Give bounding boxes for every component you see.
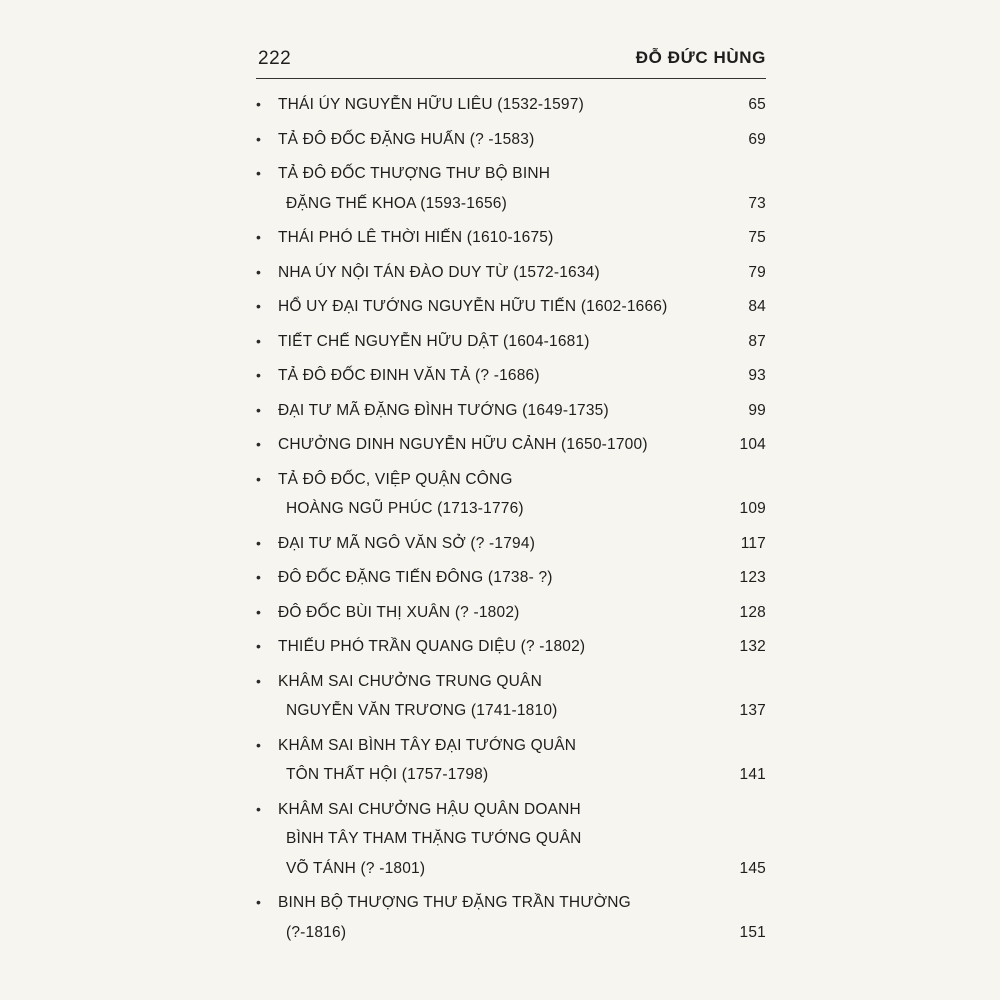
toc-entry bbox=[256, 632, 766, 662]
toc-entry-title-line: VÕ TÁNH (? -1801) bbox=[286, 859, 426, 877]
toc-entry-title-line: HỔ UY ĐẠI TƯỚNG NGUYỄN HỮU TIẾN (1602-1666) bbox=[278, 298, 668, 315]
toc-entry bbox=[256, 667, 766, 726]
toc-entry-page-number: 73 bbox=[748, 194, 766, 212]
bullet-icon: • bbox=[256, 436, 262, 452]
bullet-icon: • bbox=[256, 401, 262, 418]
toc-entry bbox=[256, 731, 766, 790]
bullet-icon: • bbox=[256, 367, 262, 383]
bullet-icon: • bbox=[256, 603, 262, 620]
bullet-icon: • bbox=[256, 470, 262, 487]
toc-entry-title-line: NGUYỄN VĂN TRƯƠNG (1741-1810) bbox=[286, 702, 558, 719]
bullet-icon: • bbox=[256, 894, 262, 910]
toc-entry-title-line: ĐẠI TƯ MÃ NGÔ VĂN SỞ (? -1794) bbox=[278, 534, 536, 552]
toc-entry-title-line: THIẾU PHÓ TRẦN QUANG DIỆU (? -1802) bbox=[278, 638, 586, 655]
toc-entry bbox=[256, 125, 766, 155]
toc-entry-page-number: 87 bbox=[748, 332, 766, 350]
toc-entry-title-line: TIẾT CHẾ NGUYỄN HỮU DẬT (1604-1681) bbox=[278, 332, 590, 350]
bullet-icon: • bbox=[256, 569, 262, 585]
toc-entry bbox=[256, 159, 766, 218]
toc-entry-page-number: 109 bbox=[739, 500, 766, 517]
bullet-icon: • bbox=[256, 229, 262, 245]
toc-entry bbox=[256, 90, 766, 120]
toc-entry-title-line: HOÀNG NGŨ PHÚC (1713-1776) bbox=[286, 500, 524, 517]
toc-entry-title-line: THÁI PHÓ LÊ THỜI HIẾN (1610-1675) bbox=[278, 229, 554, 246]
toc-entry-title-line: TẢ ĐÔ ĐỐC ĐINH VĂN TẢ (? -1686) bbox=[278, 367, 540, 384]
toc-entry bbox=[256, 430, 766, 460]
toc-entry bbox=[256, 258, 766, 288]
bullet-icon: • bbox=[256, 638, 262, 654]
bullet-icon: • bbox=[256, 332, 262, 349]
toc-entry bbox=[256, 223, 766, 253]
toc-entry-title-line: BINH BỘ THƯỢNG THƯ ĐẶNG TRẦN THƯỜNG bbox=[278, 894, 631, 911]
bullet-icon: • bbox=[256, 298, 262, 314]
toc-entry bbox=[256, 361, 766, 391]
header-divider bbox=[256, 78, 766, 79]
toc-entry-page-number: 145 bbox=[739, 859, 766, 877]
bullet-icon: • bbox=[256, 165, 262, 181]
toc-entry bbox=[256, 465, 766, 524]
toc-entry bbox=[256, 795, 766, 884]
toc-entry-title-line: ĐẠI TƯ MÃ ĐẶNG ĐÌNH TƯỚNG (1649-1735) bbox=[278, 401, 609, 419]
toc-entry-page-number: 84 bbox=[748, 298, 766, 315]
toc-entry-page-number: 99 bbox=[748, 401, 766, 419]
bullet-icon: • bbox=[256, 800, 262, 817]
bullet-icon: • bbox=[256, 96, 262, 112]
toc-entry-page-number: 132 bbox=[739, 638, 766, 655]
toc-entry-title-line: THÁI ÚY NGUYỄN HỮU LIÊU (1532-1597) bbox=[278, 96, 584, 113]
toc-entry-title-line: KHÂM SAI CHƯỞNG TRUNG QUÂN bbox=[278, 672, 542, 690]
bullet-icon: • bbox=[256, 263, 262, 280]
toc-entry-page-number: 104 bbox=[739, 436, 766, 453]
toc-entry-title-line: BÌNH TÂY THAM THẶNG TƯỚNG QUÂN bbox=[286, 830, 582, 847]
toc-entry-page-number: 75 bbox=[748, 229, 766, 246]
toc-entry bbox=[256, 529, 766, 559]
toc-entry-page-number: 93 bbox=[748, 367, 766, 384]
toc-entry-page-number: 65 bbox=[748, 96, 766, 113]
toc-entry-title-line: TẢ ĐÔ ĐỐC, VIỆP QUẬN CÔNG bbox=[278, 470, 513, 488]
toc-entry bbox=[256, 563, 766, 593]
toc-entry-title-line: TÔN THẤT HỘI (1757-1798) bbox=[286, 766, 489, 783]
toc-entry-title-line: (?-1816) bbox=[286, 923, 347, 941]
toc-entry-title-line: ĐÔ ĐỐC ĐẶNG TIẾN ĐÔNG (1738- ?) bbox=[278, 569, 553, 586]
toc-entry bbox=[256, 396, 766, 426]
toc-entry-title-line: KHÂM SAI CHƯỞNG HẬU QUÂN DOANH bbox=[278, 800, 581, 818]
toc-entry-title-line: TẢ ĐÔ ĐỐC ĐẶNG HUẤN (? -1583) bbox=[278, 130, 535, 148]
toc-entry bbox=[256, 327, 766, 357]
toc-entry-page-number: 137 bbox=[739, 702, 766, 719]
toc-entry-title-line: ĐÔ ĐỐC BÙI THỊ XUÂN (? -1802) bbox=[278, 603, 520, 621]
toc-entry-title-line: TẢ ĐÔ ĐỐC THƯỢNG THƯ BỘ BINH bbox=[278, 165, 551, 182]
bullet-icon: • bbox=[256, 672, 262, 689]
toc-entry-title-line: NHA ÚY NỘI TÁN ĐÀO DUY TỪ (1572-1634) bbox=[278, 263, 600, 281]
toc-entry bbox=[256, 598, 766, 628]
author-name: ĐỖ ĐỨC HÙNG bbox=[635, 48, 766, 67]
toc-entry-page-number: 79 bbox=[748, 263, 766, 281]
toc-entry-page-number: 123 bbox=[739, 569, 766, 586]
toc-entry-page-number: 117 bbox=[740, 534, 766, 552]
toc-entry-title-line: ĐẶNG THẾ KHOA (1593-1656) bbox=[286, 194, 507, 212]
toc-entry-page-number: 69 bbox=[748, 130, 766, 148]
toc-entry-title-line: CHƯỞNG DINH NGUYỄN HỮU CẢNH (1650-1700) bbox=[278, 436, 648, 453]
page-header bbox=[256, 44, 766, 76]
toc-entry-page-number: 141 bbox=[739, 766, 766, 783]
toc-entry bbox=[256, 888, 766, 947]
toc-entry-page-number: 151 bbox=[739, 923, 766, 941]
toc-entry bbox=[256, 292, 766, 322]
page-number: 222 bbox=[258, 48, 292, 69]
toc-entry-page-number: 128 bbox=[739, 603, 766, 621]
bullet-icon: • bbox=[256, 130, 262, 147]
bullet-icon: • bbox=[256, 534, 262, 551]
bullet-icon: • bbox=[256, 736, 262, 753]
toc-entry-title-line: KHÂM SAI BÌNH TÂY ĐẠI TƯỚNG QUÂN bbox=[278, 736, 577, 754]
